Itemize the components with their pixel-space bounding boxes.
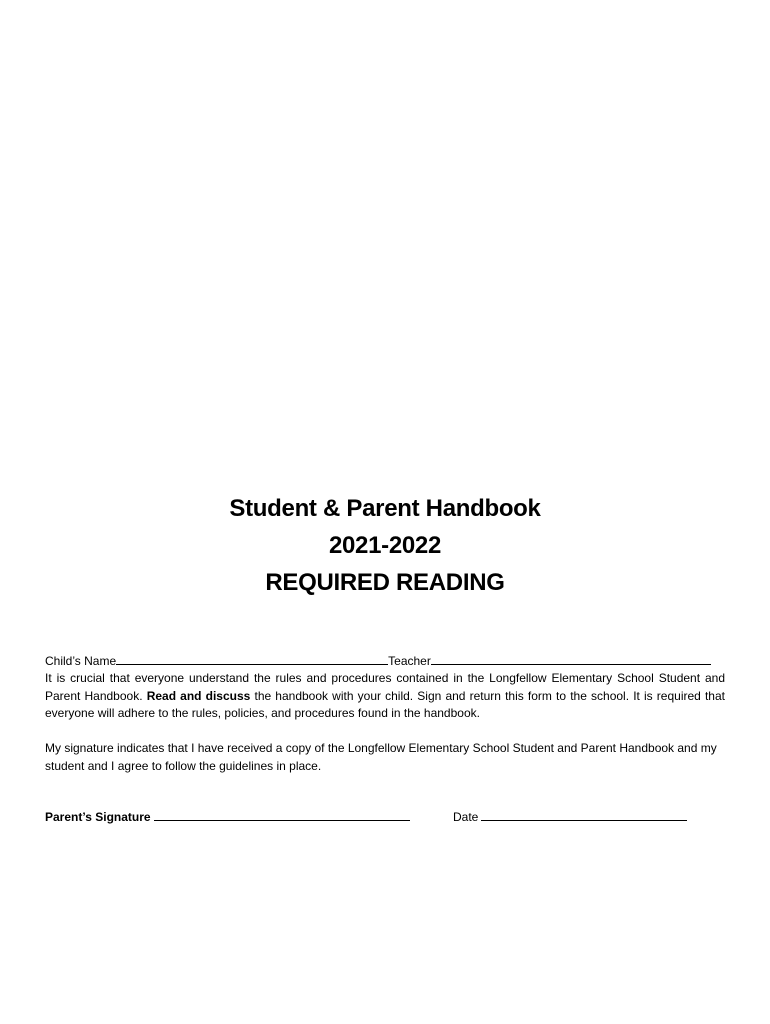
document-title: Student & Parent Handbook [229, 495, 541, 522]
date-group [453, 809, 687, 826]
parent-signature-field[interactable] [154, 809, 410, 821]
instructions-paragraph [45, 670, 725, 723]
name-teacher-line [45, 653, 725, 671]
child-name-field[interactable] [116, 653, 388, 665]
school-year: 2021-2022 [328, 532, 442, 559]
teacher-field[interactable] [431, 653, 711, 665]
acknowledgement-paragraph: My signature indicates that I have received a copy of the Longfellow Elementary School Student and Parent Handbook and my student and I agree to follow the guidelines in place. [45, 741, 717, 773]
instructions-emphasis: Read and discuss [146, 688, 251, 703]
signature-row [45, 809, 725, 826]
title-block [0, 490, 770, 601]
date-field[interactable] [481, 809, 687, 821]
date-label: Date [453, 810, 479, 824]
parent-signature-label: Parent’s Signature [45, 810, 151, 824]
teacher-label: Teacher [388, 654, 431, 668]
child-name-label: Child’s Name [45, 654, 117, 668]
required-reading-heading: REQUIRED READING [265, 569, 505, 596]
instructions-text-1: It is crucial that everyone understand the rules and procedures contained in the Longfellow Elementary School Student and Parent Handbook. [45, 671, 725, 703]
instructions-text-2: the handbook with your child. Sign and return this form to the school. It is required that everyone will adhere to the rules, policies, and procedures found in the handbook. [45, 688, 725, 720]
